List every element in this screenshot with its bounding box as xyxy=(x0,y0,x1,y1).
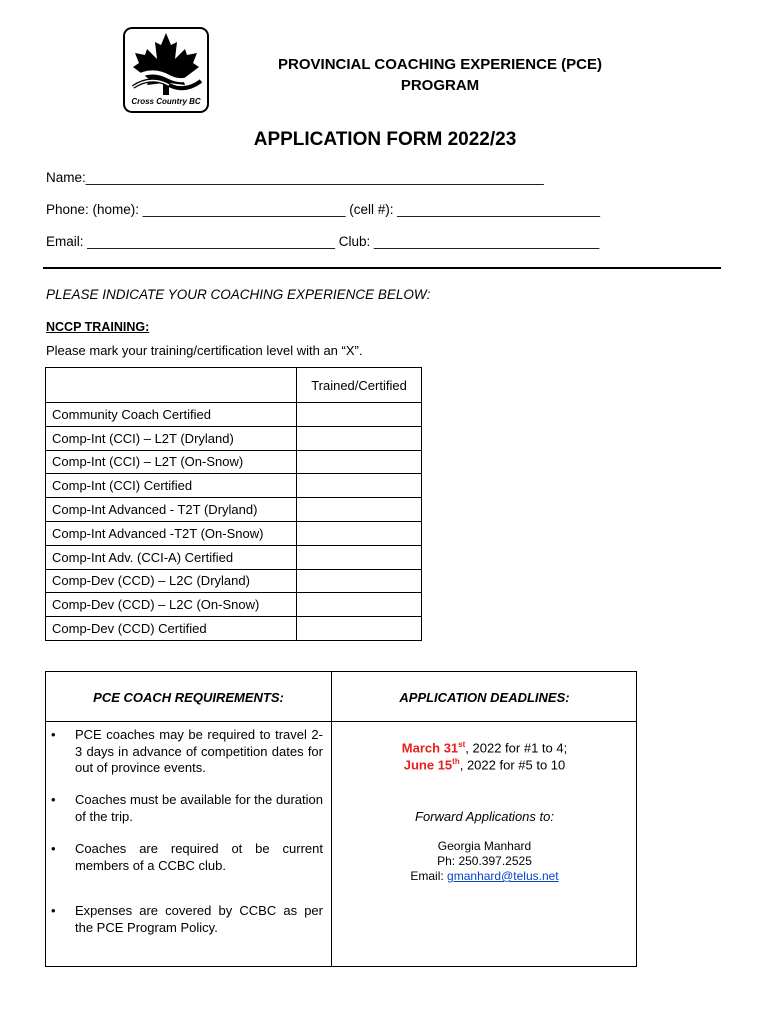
nccp-title: NCCP TRAINING: xyxy=(46,320,150,334)
level-label: Comp-Int Adv. (CCI-A) Certified xyxy=(46,545,297,569)
mark-cell[interactable] xyxy=(297,450,422,474)
mark-cell[interactable] xyxy=(297,569,422,593)
program-title-line1: PROVINCIAL COACHING EXPERIENCE (PCE) xyxy=(278,56,602,73)
table-header-row xyxy=(46,368,422,403)
nccp-table xyxy=(45,367,422,641)
level-label: Community Coach Certified xyxy=(46,403,297,427)
forward-label: Forward Applications to: xyxy=(415,809,554,824)
mark-cell[interactable] xyxy=(297,593,422,617)
table-row xyxy=(46,617,422,641)
table-row xyxy=(46,593,422,617)
mark-cell[interactable] xyxy=(297,545,422,569)
table-row xyxy=(46,426,422,450)
contact-name: Georgia Manhard xyxy=(437,839,532,853)
header-divider xyxy=(46,721,636,722)
deadline-2-detail: , 2022 for #5 to 10 xyxy=(459,757,566,773)
table-row xyxy=(46,403,422,427)
name-field[interactable]: Name:_____________________________________________________________ xyxy=(46,170,544,185)
requirement-item xyxy=(51,841,323,874)
deadline-1-date: March 31 xyxy=(401,740,459,756)
email-club-field[interactable]: Email: _________________________________ Club: ______________________________ xyxy=(46,234,600,249)
deadline-2-suffix: th xyxy=(452,757,460,766)
column-header: Trained/Certified xyxy=(297,368,422,403)
requirement-item xyxy=(51,727,323,777)
mark-cell[interactable] xyxy=(297,403,422,427)
requirement-text: Expenses are covered by CCBC as per the PCE Program Policy. xyxy=(75,903,323,935)
table-row xyxy=(46,450,422,474)
deadline-2 xyxy=(332,757,637,772)
email-link[interactable]: gmanhard@telus.net xyxy=(447,869,559,883)
logo-text: Cross Country BC xyxy=(131,97,201,106)
deadline-1 xyxy=(332,740,637,755)
table-row xyxy=(46,521,422,545)
level-label: Comp-Int (CCI) – L2T (Dryland) xyxy=(46,426,297,450)
bullet: • xyxy=(51,727,56,742)
mark-cell[interactable] xyxy=(297,474,422,498)
table-row xyxy=(46,545,422,569)
program-title-line2: PROGRAM xyxy=(400,77,480,94)
level-label: Comp-Dev (CCD) – L2C (Dryland) xyxy=(46,569,297,593)
table-row xyxy=(46,498,422,522)
mark-cell[interactable] xyxy=(297,521,422,545)
level-label: Comp-Int (CCI) Certified xyxy=(46,474,297,498)
email-label: Email: xyxy=(410,869,448,883)
instruction-text: PLEASE INDICATE YOUR COACHING EXPERIENCE BELOW: xyxy=(46,287,431,302)
deadlines-header: APPLICATION DEADLINES: xyxy=(399,690,570,705)
requirement-text: Coaches are required ot be current members of a CCBC club. xyxy=(75,841,323,873)
deadline-1-suffix: st xyxy=(458,740,466,749)
requirements-deadlines-box xyxy=(45,671,637,967)
mark-cell[interactable] xyxy=(297,617,422,641)
requirements-header: PCE COACH REQUIREMENTS: xyxy=(93,690,284,705)
requirement-item xyxy=(51,792,323,825)
program-title xyxy=(215,54,665,96)
table-header-blank xyxy=(46,368,297,403)
deadline-1-detail: , 2022 for #1 to 4; xyxy=(465,740,568,756)
form-title: APPLICATION FORM 2022/23 xyxy=(253,129,517,150)
table-row xyxy=(46,569,422,593)
nccp-description: Please mark your training/certification level with an “X”. xyxy=(46,343,363,358)
level-label: Comp-Int Advanced -T2T (On-Snow) xyxy=(46,521,297,545)
section-divider xyxy=(43,267,721,269)
bullet: • xyxy=(51,903,56,918)
mark-cell[interactable] xyxy=(297,426,422,450)
table-row xyxy=(46,474,422,498)
bullet: • xyxy=(51,841,56,856)
level-label: Comp-Int Advanced - T2T (Dryland) xyxy=(46,498,297,522)
mark-cell[interactable] xyxy=(297,498,422,522)
requirement-text: Coaches must be available for the duration of the trip. xyxy=(75,792,323,824)
deadline-2-date: June 15 xyxy=(403,757,453,773)
requirement-item xyxy=(51,903,323,936)
cross-country-bc-logo xyxy=(123,27,209,113)
level-label: Comp-Int (CCI) – L2T (On-Snow) xyxy=(46,450,297,474)
contact-email xyxy=(332,869,637,883)
level-label: Comp-Dev (CCD) Certified xyxy=(46,617,297,641)
requirement-text: PCE coaches may be required to travel 2-3 days in advance of competition dates for out of province events. xyxy=(75,727,323,775)
contact-phone: Ph: 250.397.2525 xyxy=(437,854,532,868)
phone-field[interactable]: Phone: (home): ___________________________ (cell #): ___________________________ xyxy=(46,202,600,217)
level-label: Comp-Dev (CCD) – L2C (On-Snow) xyxy=(46,593,297,617)
bullet: • xyxy=(51,792,56,807)
